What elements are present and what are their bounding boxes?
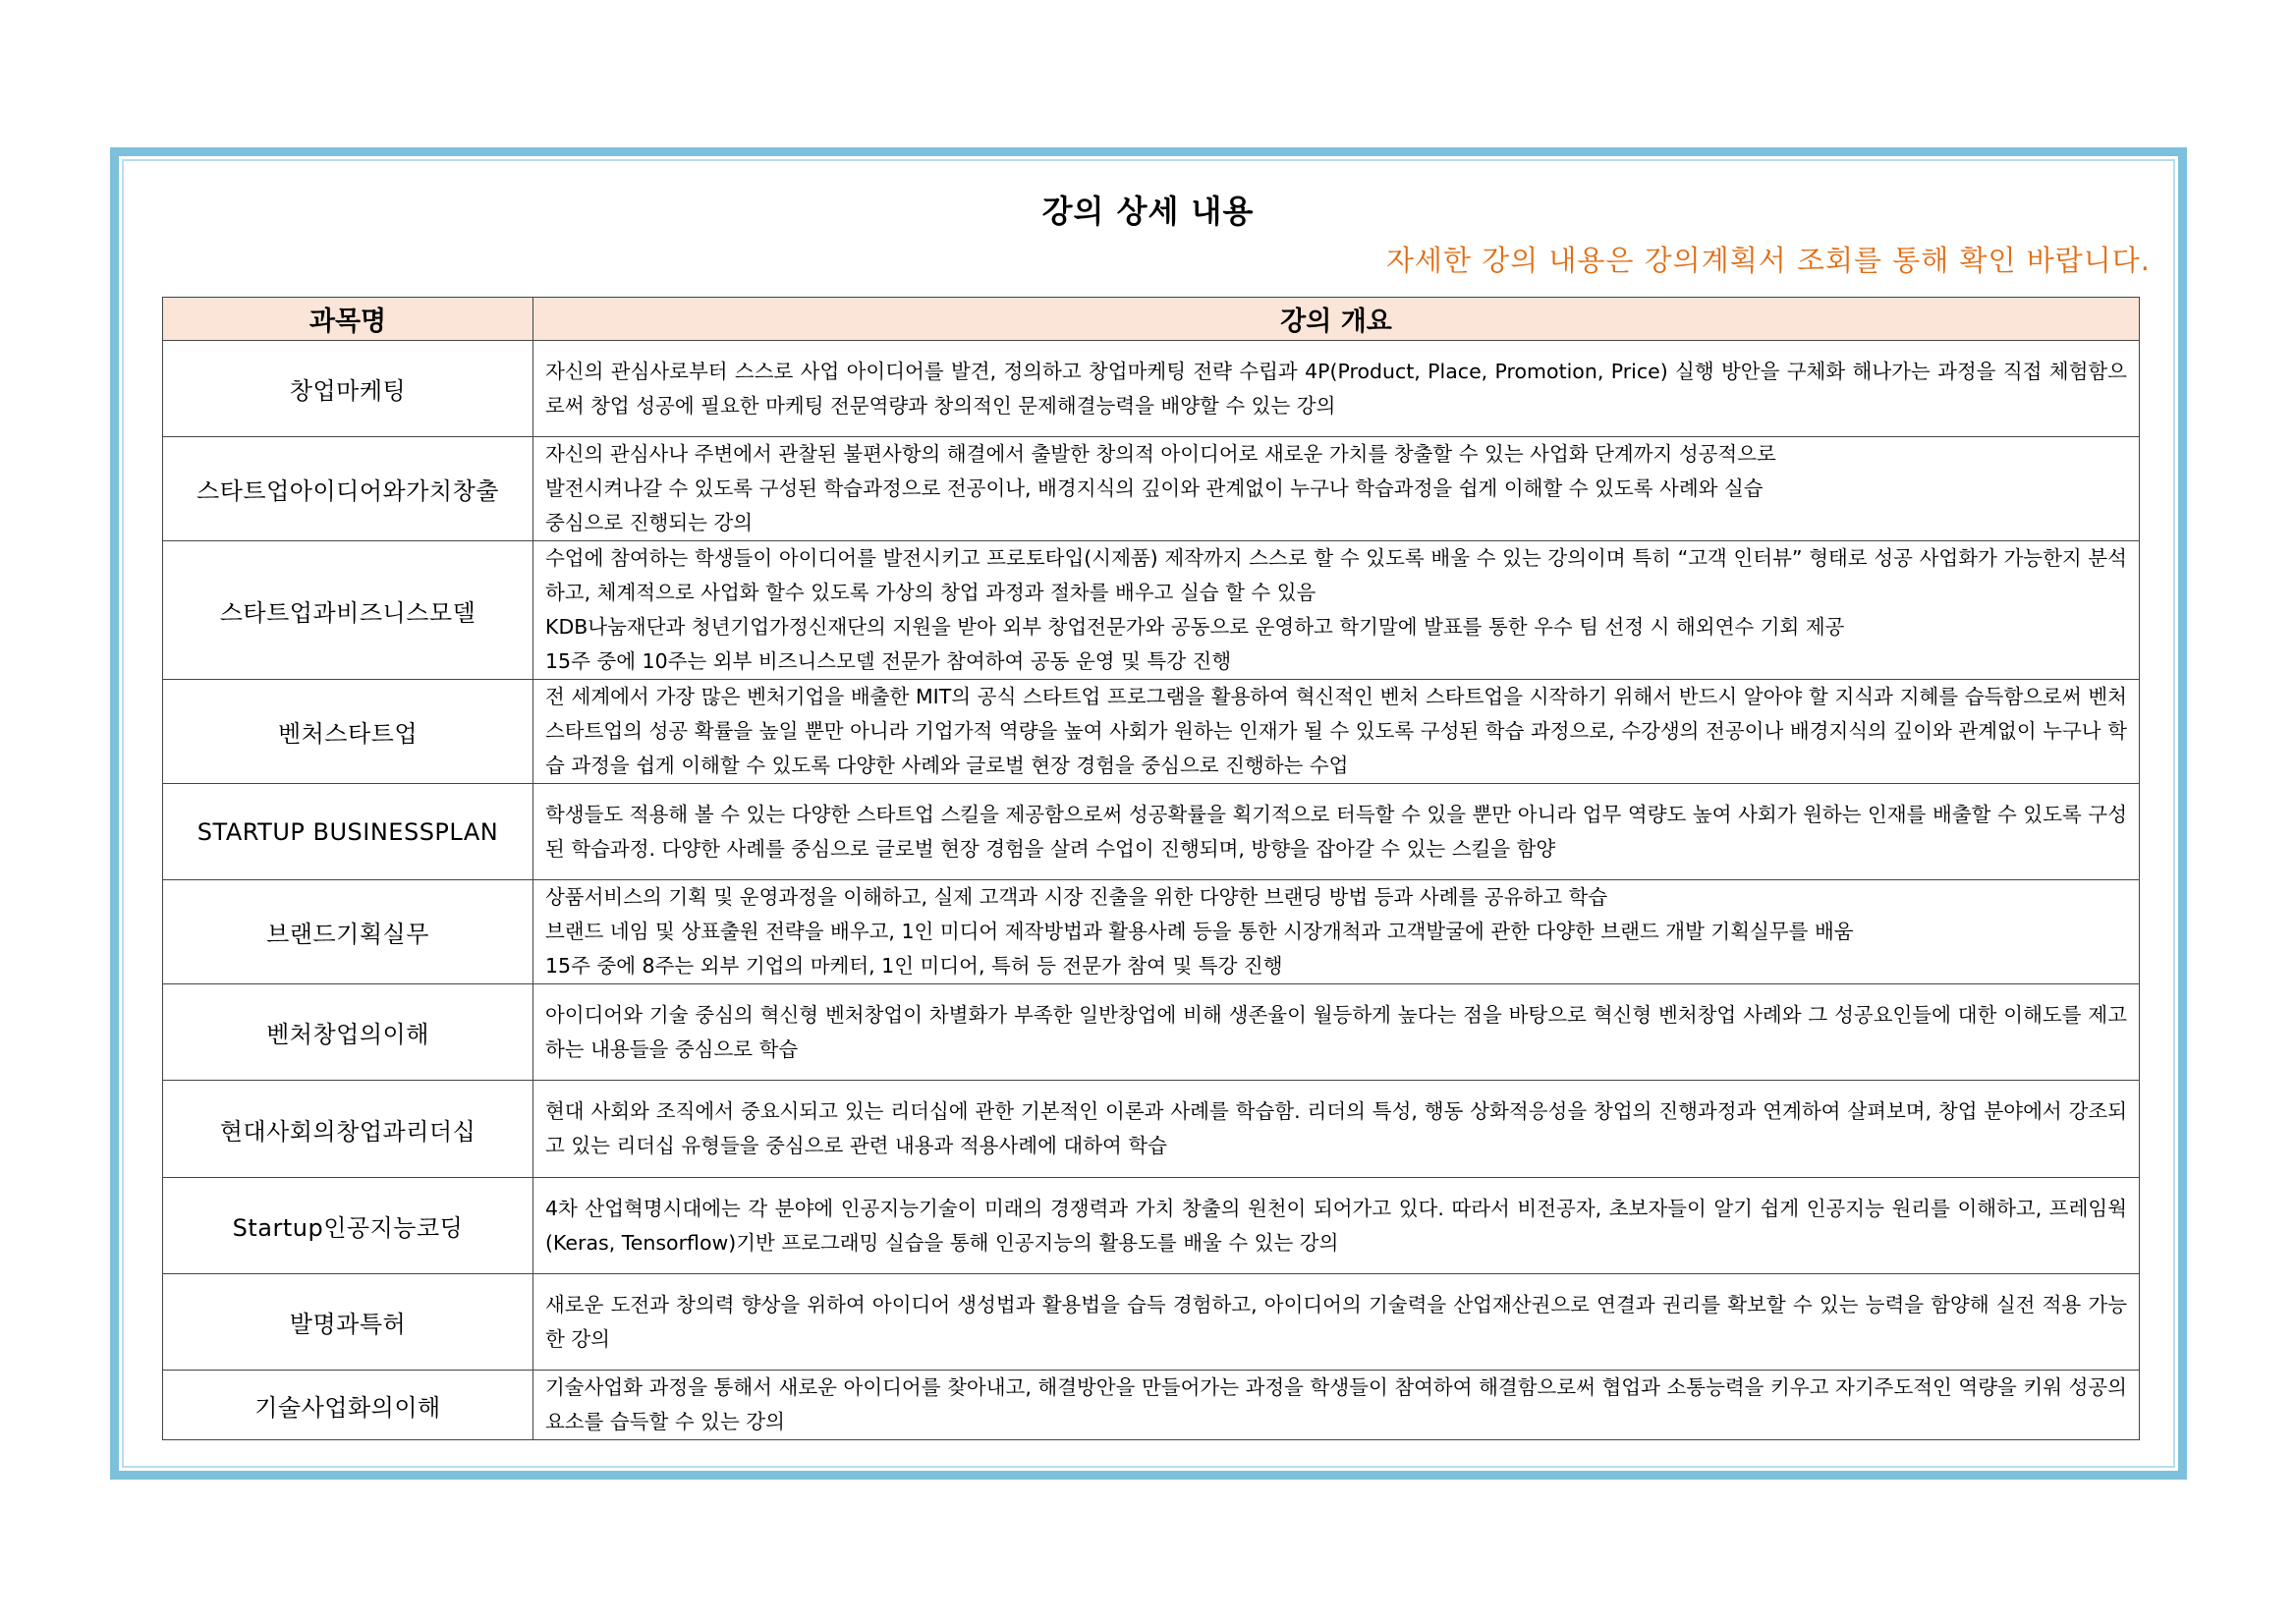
description-line: 상품서비스의 기획 및 운영과정을 이해하고, 실제 고객과 시장 진출을 위한 다양한 브랜딩 방법 등과 사례를 공유하고 학습 <box>545 885 1608 909</box>
course-description <box>533 1178 2140 1274</box>
course-description <box>533 1371 2140 1440</box>
table-row <box>163 1081 2140 1178</box>
description-line: 브랜드 네임 및 상표출원 전략을 배우고, 1인 미디어 제작방법과 활용사례 등을 통한 시장개척과 고객발굴에 관한 다양한 브랜드 개발 기획실무를 배움 <box>545 920 1854 943</box>
table-header-row <box>163 298 2140 341</box>
table-row <box>163 880 2140 984</box>
description-line: 전 세계에서 가장 많은 벤처기업을 배출한 MIT의 공식 스타트업 프로그램을 활용하여 혁신적인 벤처 스타트업을 시작하기 위해서 반드시 알아야 할 지식과 지혜를 습득함으로써 벤처 스타트업의 성공 확률을 높일 뿐만 아니라 기업가적 역량을 높여 사회가 원하는 인재가 될 수 있도록 구성된 학습 과정으로, 수강생의 전공이나 배경지식의 깊이와 관계없이 누구나 학습 과정을 쉽게 이해할 수 있도록 다양한 사례와 글로벌 현장 경험을 중심으로 진행하는 수업 <box>545 685 2127 777</box>
table-row <box>163 1178 2140 1274</box>
table-row <box>163 984 2140 1081</box>
description-line: 자신의 관심사나 주변에서 관찰된 불편사항의 해결에서 출발한 창의적 아이디어로 새로운 가치를 창출할 수 있는 사업화 단계까지 성공적으로 <box>545 442 1776 466</box>
course-name: 벤처창업의이해 <box>163 984 533 1081</box>
page-title: 강의 상세 내용 <box>1041 193 1255 230</box>
description-line: 아이디어와 기술 중심의 혁신형 벤처창업이 차별화가 부족한 일반창업에 비해 생존율이 월등하게 높다는 점을 바탕으로 혁신형 벤처창업 사례와 그 성공요인들에 대한 이해도를 제고하는 내용들을 중심으로 학습 <box>545 1002 2127 1061</box>
description-line: KDB나눔재단과 청년기업가정신재단의 지원을 받아 외부 창업전문가와 공동으로 운영하고 학기말에 발표를 통한 우수 팀 선정 시 해외연수 기회 제공 <box>545 615 1845 639</box>
column-header-overview: 강의 개요 <box>533 298 2140 341</box>
description-line: 발전시켜나갈 수 있도록 구성된 학습과정으로 전공이나, 배경지식의 깊이와 관계없이 누구나 학습과정을 쉽게 이해할 수 있도록 사례와 실습 <box>545 476 1764 500</box>
table-row <box>163 341 2140 437</box>
description-line: 4차 산업혁명시대에는 각 분야에 인공지능기술이 미래의 경쟁력과 가치 창출의 원천이 되어가고 있다. 따라서 비전공자, 초보자들이 알기 쉽게 인공지능 원리를 이해하고, 프레임웍(Keras, Tensorflow)기반 프로그래밍 실습을 통해 인공지능의 활용도를 배울 수 있는 강의 <box>545 1196 2127 1255</box>
course-name: STARTUP BUSINESSPLAN <box>163 784 533 880</box>
course-name: 스타트업아이디어와가치창출 <box>163 437 533 541</box>
course-name: 발명과특허 <box>163 1274 533 1371</box>
table-row <box>163 1274 2140 1371</box>
course-name: 기술사업화의이해 <box>163 1371 533 1440</box>
description-line: 자신의 관심사로부터 스스로 사업 아이디어를 발견, 정의하고 창업마케팅 전략 수립과 4P(Product, Place, Promotion, Price) 실행 방안을 구체화 해나가는 과정을 직접 체험함으로써 창업 성공에 필요한 마케팅 전문역량과 창의적인 문제해결능력을 배양할 수 있는 강의 <box>545 359 2127 418</box>
course-description <box>533 1274 2140 1371</box>
course-description <box>533 984 2140 1081</box>
course-description <box>533 784 2140 880</box>
description-line: 현대 사회와 조직에서 중요시되고 있는 리더십에 관한 기본적인 이론과 사례를 학습함. 리더의 특성, 행동 상화적응성을 창업의 진행과정과 연계하여 살펴보며, 창업 분야에서 강조되고 있는 리더십 유형들을 중심으로 관련 내용과 적용사례에 대하여 학습 <box>545 1099 2127 1157</box>
course-description <box>533 541 2140 680</box>
course-description <box>533 437 2140 541</box>
course-description <box>533 680 2140 784</box>
course-description <box>533 880 2140 984</box>
notice-text: 자세한 강의 내용은 강의계획서 조회를 통해 확인 바랍니다. <box>1385 244 2151 277</box>
table-row <box>163 680 2140 784</box>
description-line: 기술사업화 과정을 통해서 새로운 아이디어를 찾아내고, 해결방안을 만들어가는 과정을 학생들이 참여하여 해결함으로써 협업과 소통능력을 키우고 자기주도적인 역량을 키워 성공의 요소를 습득할 수 있는 강의 <box>545 1375 2127 1433</box>
course-description <box>533 1081 2140 1178</box>
table-row <box>163 437 2140 541</box>
table-row <box>163 784 2140 880</box>
description-line: 중심으로 진행되는 강의 <box>545 511 754 534</box>
course-name: 스타트업과비즈니스모델 <box>163 541 533 680</box>
table-row <box>163 1371 2140 1440</box>
course-name: 현대사회의창업과리더십 <box>163 1081 533 1178</box>
course-description <box>533 341 2140 437</box>
column-header-course-name: 과목명 <box>163 298 533 341</box>
course-name: 창업마케팅 <box>163 341 533 437</box>
description-line: 15주 중에 10주는 외부 비즈니스모델 전문가 참여하여 공동 운영 및 특강 진행 <box>545 649 1232 673</box>
course-table <box>162 297 2140 1440</box>
description-line: 새로운 도전과 창의력 향상을 위하여 아이디어 생성법과 활용법을 습득 경험하고, 아이디어의 기술력을 산업재산권으로 연결과 권리를 확보할 수 있는 능력을 함양해 실전 적용 가능한 강의 <box>545 1292 2127 1351</box>
description-line: 15주 중에 8주는 외부 기업의 마케터, 1인 미디어, 특허 등 전문가 참여 및 특강 진행 <box>545 954 1283 978</box>
description-line: 학생들도 적용해 볼 수 있는 다양한 스타트업 스킬을 제공함으로써 성공확률을 획기적으로 터득할 수 있을 뿐만 아니라 업무 역량도 높여 사회가 원하는 인재를 배출할 수 있도록 구성된 학습과정. 다양한 사례를 중심으로 글로벌 현장 경험을 살려 수업이 진행되며, 방향을 잡아갈 수 있는 스킬을 함양 <box>545 802 2127 861</box>
course-name: Startup인공지능코딩 <box>163 1178 533 1274</box>
course-name: 벤처스타트업 <box>163 680 533 784</box>
description-line: 수업에 참여하는 학생들이 아이디어를 발전시키고 프로토타입(시제품) 제작까지 스스로 할 수 있도록 배울 수 있는 강의이며 특히 “고객 인터뷰” 형태로 성공 사업화가 가능한지 분석하고, 체계적으로 사업화 할수 있도록 가상의 창업 과정과 절차를 배우고 실습 할 수 있음 <box>545 546 2127 604</box>
course-name: 브랜드기획실무 <box>163 880 533 984</box>
table-row <box>163 541 2140 680</box>
